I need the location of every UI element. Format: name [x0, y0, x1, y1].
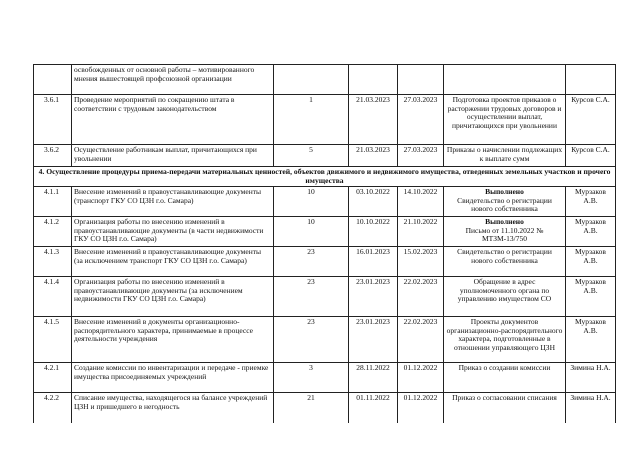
row-task: Организация работы по внесению изменений в правоустанавливающие документы (за исключением недвижимости ГКУ СО ЦЗН г.о. Самара): [72, 277, 274, 317]
row-number: 3.6.2: [34, 145, 72, 167]
row-result-status: Выполнено: [485, 217, 524, 227]
row-end-date: 15.02.2023: [398, 247, 444, 277]
table-row: [34, 187, 616, 217]
row-start-date: 23.01.2023: [349, 317, 398, 363]
row-result: Приказ о согласовании списания: [444, 393, 566, 423]
row-result: [444, 187, 566, 217]
table-row: [34, 217, 616, 247]
row-start-date: [349, 65, 398, 95]
row-qty: 10: [274, 217, 349, 247]
row-end-date: 22.02.2023: [398, 317, 444, 363]
row-number: 4.1.5: [34, 317, 72, 363]
row-task: освобожденных от основной работы – мотивированного мнения вышестоящей профсоюзной организации: [72, 65, 274, 95]
plan-table-sheet: [33, 64, 615, 423]
table-row: [34, 247, 616, 277]
row-number: 4.1.1: [34, 187, 72, 217]
row-task: Внесение изменений в правоустанавливающие документы (за исключением транспорт ГКУ СО ЦЗН г.о. Самара): [72, 247, 274, 277]
row-responsible: Мурзаков А.В.: [566, 187, 616, 217]
plan-table: [33, 64, 616, 423]
row-end-date: 27.03.2023: [398, 145, 444, 167]
table-row: [34, 363, 616, 393]
section-4-heading-row: [34, 167, 616, 187]
row-number: 4.2.1: [34, 363, 72, 393]
row-result: Приказы о начислении подлежащих к выплате сумм: [444, 145, 566, 167]
table-row: [34, 95, 616, 145]
plan-table-body: [34, 65, 616, 423]
row-number: 4.1.2: [34, 217, 72, 247]
row-end-date: 14.10.2022: [398, 187, 444, 217]
row-start-date: 21.03.2023: [349, 145, 398, 167]
row-qty: 21: [274, 393, 349, 423]
row-start-date: 28.11.2022: [349, 363, 398, 393]
row-start-date: 23.01.2023: [349, 277, 398, 317]
row-number: 3.6.1: [34, 95, 72, 145]
row-end-date: 01.12.2022: [398, 363, 444, 393]
row-end-date: 27.03.2023: [398, 95, 444, 145]
row-result-text: Свидетельство о регистрации нового собственника: [457, 195, 552, 214]
row-task: Внесение изменений в правоустанавливающие документы (транспорт ГКУ СО ЦЗН г.о. Самара): [72, 187, 274, 217]
row-task: Внесение изменений в документы организационно-распорядительного характера, принимаемые в процессе деятельности учреждения: [72, 317, 274, 363]
row-qty: 3: [274, 363, 349, 393]
row-result-text: Письмо от 11.10.2022 № МТЗМ-13/750: [465, 225, 544, 244]
row-result: [444, 217, 566, 247]
row-task: Осуществление работникам выплат, причитающихся при увольнении: [72, 145, 274, 167]
row-qty: 23: [274, 247, 349, 277]
row-number: 4.1.3: [34, 247, 72, 277]
row-result: Обращение в адрес уполномоченного органа по управлению имуществом СО: [444, 277, 566, 317]
row-number: 4.2.2: [34, 393, 72, 423]
row-responsible: Курсов С.А.: [566, 145, 616, 167]
row-task: Создание комиссии по инвентаризации и передаче - приемке имущества присоединяемых учреждений: [72, 363, 274, 393]
row-qty: 5: [274, 145, 349, 167]
row-end-date: [398, 65, 444, 95]
row-start-date: 03.10.2022: [349, 187, 398, 217]
table-row: [34, 145, 616, 167]
row-start-date: 16.01.2023: [349, 247, 398, 277]
row-qty: [274, 65, 349, 95]
table-row: [34, 277, 616, 317]
table-row: [34, 393, 616, 423]
row-end-date: 22.02.2023: [398, 277, 444, 317]
row-result: Проекты документов организационно-распорядительного характера, подготовленные в отношении управляющего ЦЗН: [444, 317, 566, 363]
row-result: Подготовка проектов приказов о расторжении трудовых договоров и осуществлении выплат, причитающихся при увольнении: [444, 95, 566, 145]
row-responsible: Мурзаков А.В.: [566, 217, 616, 247]
row-responsible: Мурзаков А.В.: [566, 247, 616, 277]
row-task: Списание имущества, находящегося на балансе учреждений ЦЗН и пришедшего в негодность: [72, 393, 274, 423]
table-row: [34, 317, 616, 363]
row-start-date: 10.10.2022: [349, 217, 398, 247]
row-end-date: 21.10.2022: [398, 217, 444, 247]
row-responsible: Мурзаков А.В.: [566, 317, 616, 363]
section-4-title: 4. Осуществление процедуры приема-передачи материальных ценностей, объектов движимого и недвижимого имущества, отведенных земельных участков и прочего имущества: [34, 167, 616, 187]
row-task: Организация работы по внесению изменений в правоустанавливающие документы (в части недвижимости ГКУ СО ЦЗН г.о. Самара): [72, 217, 274, 247]
row-result: [444, 65, 566, 95]
row-qty: 23: [274, 317, 349, 363]
row-qty: 10: [274, 187, 349, 217]
row-number: 4.1.4: [34, 277, 72, 317]
row-end-date: 01.12.2022: [398, 393, 444, 423]
row-result-status: Выполнено: [485, 187, 524, 197]
row-start-date: 01.11.2022: [349, 393, 398, 423]
row-start-date: 21.03.2023: [349, 95, 398, 145]
row-responsible: Зимина Н.А.: [566, 363, 616, 393]
row-result: Свидетельство о регистрации нового собственника: [444, 247, 566, 277]
row-responsible: Зимина Н.А.: [566, 393, 616, 423]
row-qty: 1: [274, 95, 349, 145]
row-responsible: [566, 65, 616, 95]
row-qty: 23: [274, 277, 349, 317]
row-number: [34, 65, 72, 95]
table-row: [34, 65, 616, 95]
row-responsible: Курсов С.А.: [566, 95, 616, 145]
row-task: Проведение мероприятий по сокращению штата в соответствии с трудовым законодательством: [72, 95, 274, 145]
row-responsible: Мурзаков А.В.: [566, 277, 616, 317]
row-result: Приказ о создании комиссии: [444, 363, 566, 393]
